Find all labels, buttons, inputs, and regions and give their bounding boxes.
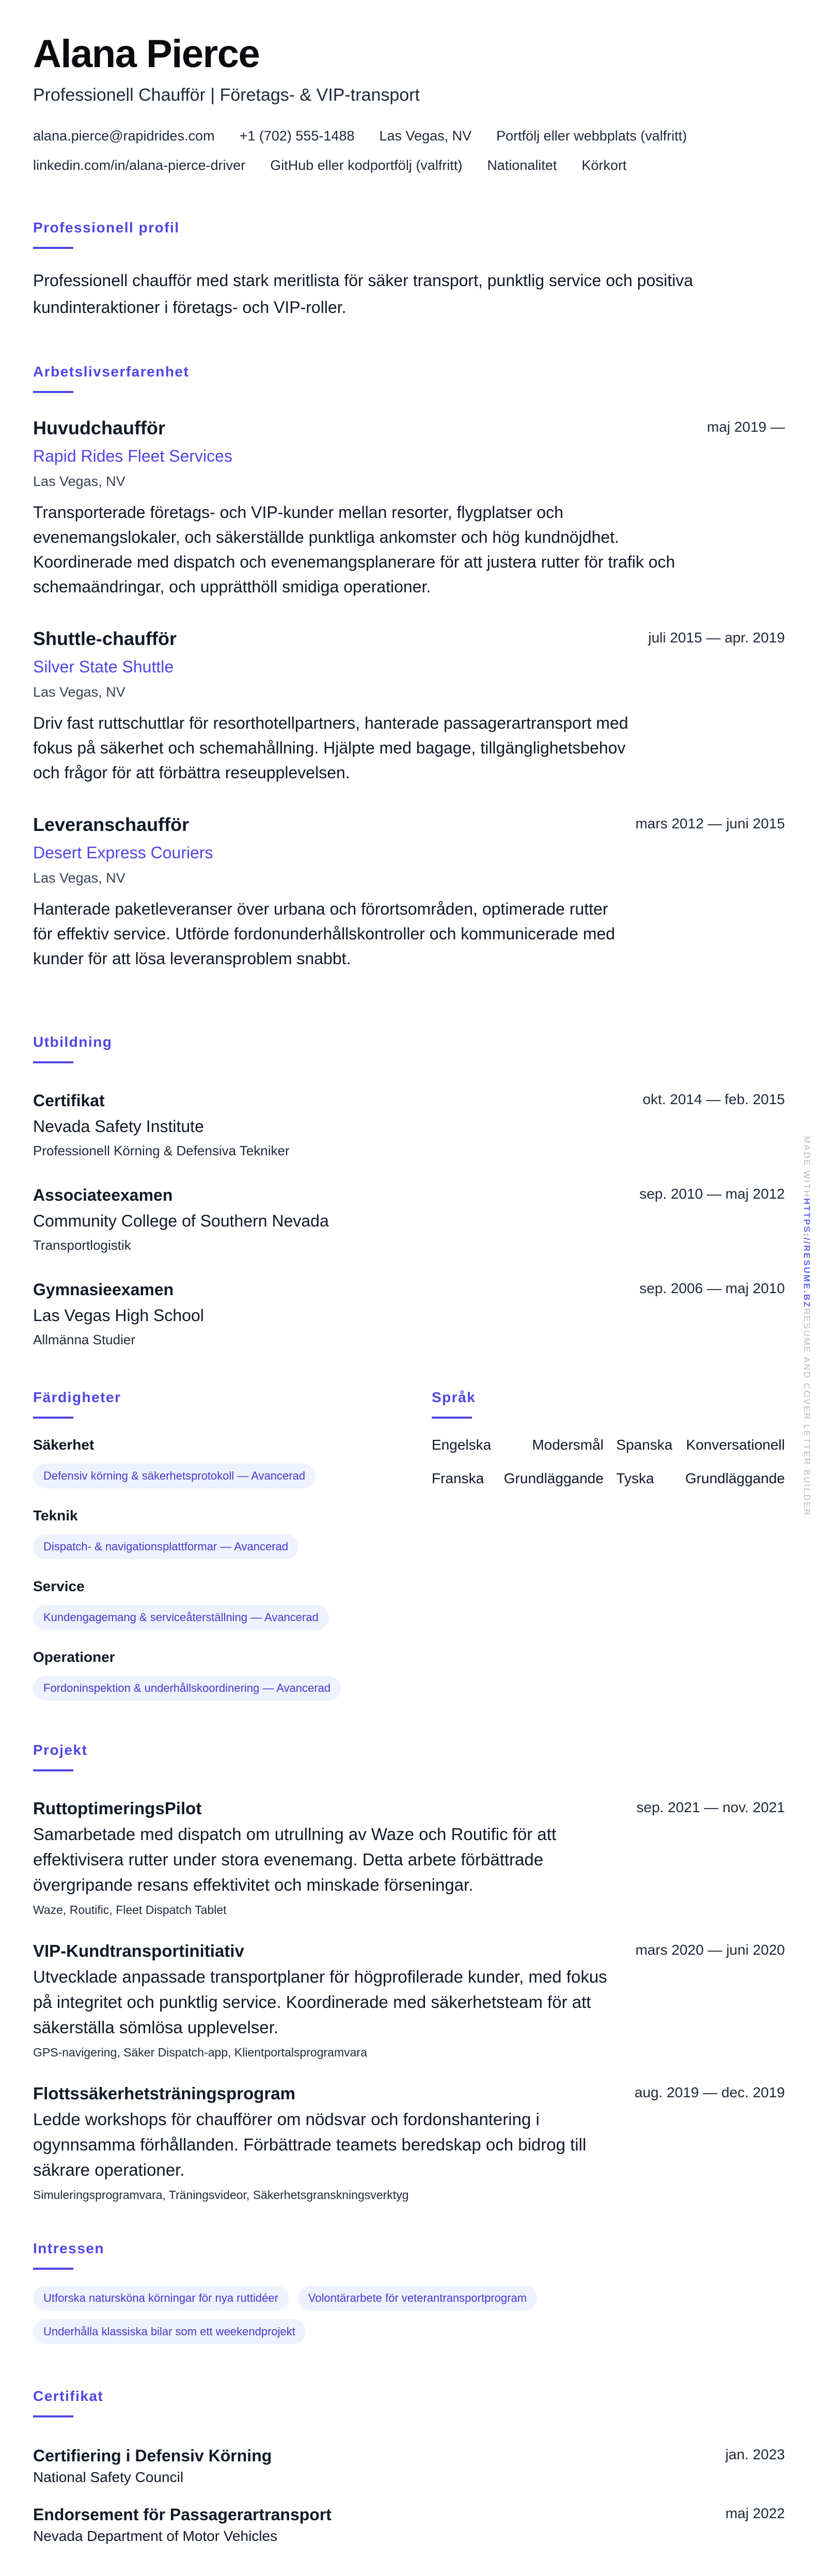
- contact-portfolio[interactable]: Portfölj eller webbplats (valfritt): [496, 128, 687, 144]
- contact-list: [33, 124, 785, 177]
- experience-section: [33, 362, 785, 971]
- interest-chip: Underhålla klassiska bilar som ett weekendprojekt: [33, 2319, 306, 2344]
- language-list: [432, 1435, 785, 1489]
- section-underline: [33, 1769, 73, 1771]
- watermark-prefix: MADE WITH: [802, 1136, 812, 1198]
- job-location: Las Vegas, NV: [33, 870, 125, 886]
- job-entry: [33, 813, 785, 971]
- watermark-link[interactable]: HTTPS://RESUME.BZ: [802, 1198, 812, 1309]
- contact-license: Körkort: [581, 158, 627, 173]
- institution: Community College of Southern Nevada: [33, 1212, 329, 1230]
- job-company: Silver State Shuttle: [33, 657, 174, 676]
- project-entry: [33, 2082, 785, 2204]
- skill-chip: Fordoninspektion & underhållskoordinering — Avancerad: [33, 1676, 341, 1701]
- language-name: Engelska: [432, 1437, 492, 1453]
- field-of-study: Transportlogistik: [33, 1237, 131, 1253]
- section-heading: Språk: [432, 1389, 476, 1405]
- degree: Associateexamen: [33, 1186, 173, 1204]
- interest-chip: Utforska natursköna körningar för nya ruttidéer: [33, 2286, 289, 2311]
- language-level: Modersmål: [532, 1437, 604, 1453]
- job-location: Las Vegas, NV: [33, 684, 125, 700]
- contact-linkedin[interactable]: linkedin.com/in/alana-pierce-driver: [33, 158, 246, 173]
- section-heading: Intressen: [33, 2240, 104, 2256]
- skill-group-label: Operationer: [33, 1649, 115, 1665]
- candidate-headline: Professionell Chaufför | Företags- & VIP-transport: [33, 85, 420, 105]
- interest-chip: Volontärarbete för veterantransportprogram: [298, 2286, 537, 2311]
- job-description: Driv fast ruttschuttlar för resorthotellpartners, hanterade passagerartransport med fokus på säkerhet och schemahållning. Hjälpte med bagage, tillgänglighetsbehov och frågor för att förbättra reseupplevelsen.: [33, 714, 628, 782]
- language-name: Franska: [432, 1470, 484, 1486]
- contact-email[interactable]: alana.pierce@rapidrides.com: [33, 128, 215, 144]
- skill-group-label: Teknik: [33, 1507, 78, 1523]
- skill-chip: Defensiv körning & säkerhetsprotokoll — Avancerad: [33, 1464, 316, 1488]
- job-title: Shuttle-chaufför: [33, 628, 177, 649]
- language-level: Konversationell: [686, 1437, 785, 1453]
- skill-group-label: Säkerhet: [33, 1437, 94, 1453]
- certification-title: Certifiering i Defensiv Körning: [33, 2446, 272, 2465]
- certification-date: maj 2022: [725, 2505, 785, 2521]
- watermark-suffix: RESUME AND COVER LETTER BUILDER: [802, 1308, 812, 1517]
- language-level: Grundläggande: [503, 1470, 604, 1486]
- project-title: Flottssäkerhetsträningsprogram: [33, 2084, 295, 2103]
- builder-watermark: [801, 1136, 812, 1517]
- profile-summary: Professionell chaufför med stark meritlista för säker transport, punktlig service och positiva kundinteraktioner i företags- och VIP-roller.: [33, 271, 693, 317]
- project-title: RuttoptimeringsPilot: [33, 1799, 202, 1818]
- job-date: maj 2019 —: [707, 419, 785, 435]
- education-date: sep. 2010 — maj 2012: [639, 1186, 785, 1202]
- section-underline: [33, 1061, 73, 1063]
- field-of-study: Allmänna Studier: [33, 1332, 135, 1347]
- project-entry: [33, 1940, 785, 2062]
- education-date: sep. 2006 — maj 2010: [639, 1280, 785, 1296]
- profile-section: [33, 217, 785, 321]
- language-name: Spanska: [616, 1437, 673, 1453]
- interests-section: [33, 2238, 785, 2344]
- certification-title: Endorsement för Passagerartransport: [33, 2505, 332, 2524]
- certification-entry: [33, 2444, 785, 2488]
- skill-chip: Dispatch- & navigationsplattformar — Avancerad: [33, 1534, 298, 1559]
- contact-github[interactable]: GitHub eller kodportfölj (valfritt): [270, 158, 463, 173]
- education-entry: [33, 1089, 785, 1161]
- job-location: Las Vegas, NV: [33, 474, 125, 489]
- section-underline: [432, 1417, 472, 1419]
- section-heading: Certifikat: [33, 2388, 104, 2404]
- project-tech: GPS-navigering, Säker Dispatch-app, Klientportalsprogramvara: [33, 2046, 367, 2059]
- job-entry: [33, 627, 785, 785]
- institution: Nevada Safety Institute: [33, 1117, 204, 1136]
- section-underline: [33, 391, 73, 393]
- section-heading: Utbildning: [33, 1034, 113, 1050]
- project-description: Ledde workshops för chaufförer om nödsvar och fordonshantering i ogynnsamma förhållanden. Förbättrade teamets beredskap och bidrog till säkrare operationer.: [33, 2110, 587, 2179]
- section-underline: [33, 2268, 73, 2270]
- job-title: Leveranschaufför: [33, 814, 190, 835]
- section-underline: [33, 1417, 73, 1419]
- job-company: Desert Express Couriers: [33, 843, 213, 862]
- section-heading: Projekt: [33, 1742, 88, 1758]
- job-description: Hanterade paketleveranser över urbana och förortsområden, optimerade rutter för effektiv service. Utförde fordonunderhållskontroller och kommunicerade med kunder för att lösa leveransproblem snabbt.: [33, 900, 616, 968]
- languages-section: [432, 1387, 785, 1489]
- language-level: Grundläggande: [685, 1470, 785, 1486]
- skill-chip: Kundengagemang & serviceåterställning — Avancerad: [33, 1605, 329, 1630]
- section-heading: Arbetslivserfarenhet: [33, 364, 190, 380]
- degree: Gymnasieexamen: [33, 1280, 174, 1299]
- job-entry: [33, 417, 785, 599]
- institution: Las Vegas High School: [33, 1306, 204, 1325]
- education-section: [33, 1032, 785, 1350]
- job-title: Huvudchaufför: [33, 417, 165, 438]
- field-of-study: Professionell Körning & Defensiva Tekniker: [33, 1143, 290, 1158]
- project-tech: Waze, Routific, Fleet Dispatch Tablet: [33, 1903, 227, 1917]
- project-title: VIP-Kundtransportinitiativ: [33, 1941, 244, 1960]
- resume-header: [33, 31, 785, 177]
- skill-group-label: Service: [33, 1578, 85, 1594]
- education-date: okt. 2014 — feb. 2015: [642, 1091, 785, 1107]
- contact-nationality: Nationalitet: [487, 158, 557, 173]
- skills-section: [33, 1387, 415, 1701]
- candidate-name: Alana Pierce: [33, 32, 260, 76]
- project-entry: [33, 1797, 785, 1919]
- section-heading: Färdigheter: [33, 1389, 121, 1405]
- certifications-section: [33, 2386, 785, 2547]
- job-description: Transporterade företags- och VIP-kunder mellan resorter, flygplatser och evenemangslokaler, och säkerställde punktliga ankomster och hög kundnöjdhet. Koordinerade med dispatch och evenemangsplanerare för att justera rutter för trafik och schemaändringar, och upprätthöll smidiga operationer.: [33, 503, 675, 596]
- project-date: mars 2020 — juni 2020: [635, 1942, 785, 1958]
- education-entry: [33, 1184, 785, 1255]
- contact-location: Las Vegas, NV: [379, 128, 472, 144]
- project-description: Samarbetade med dispatch om utrullning av Waze och Routific för att effektivisera rutter under stora evenemang. Detta arbete förbättrade övergripande resans effektivitet och minskade förseningar.: [33, 1825, 557, 1894]
- project-tech: Simuleringsprogramvara, Träningsvideor, Säkerhetsgranskningsverktyg: [33, 2188, 409, 2202]
- project-date: aug. 2019 — dec. 2019: [634, 2084, 785, 2100]
- language-name: Tyska: [616, 1470, 654, 1486]
- contact-phone[interactable]: +1 (702) 555-1488: [239, 128, 355, 144]
- certification-issuer: Nevada Department of Motor Vehicles: [33, 2528, 278, 2544]
- section-heading: Professionell profil: [33, 219, 180, 235]
- project-date: sep. 2021 — nov. 2021: [636, 1799, 785, 1815]
- certification-date: jan. 2023: [725, 2446, 785, 2462]
- job-date: juli 2015 — apr. 2019: [648, 630, 785, 646]
- certification-entry: [33, 2503, 785, 2547]
- interest-list: [33, 2286, 653, 2344]
- section-underline: [33, 247, 73, 249]
- project-description: Utvecklade anpassade transportplaner för högprofilerade kunder, med fokus på integritet och punktlig service. Koordinerade med säkerhetsteam för att säkerställa sömlösa upplevelser.: [33, 1967, 607, 2037]
- degree: Certifikat: [33, 1091, 105, 1110]
- projects-section: [33, 1740, 785, 2204]
- education-entry: [33, 1278, 785, 1350]
- section-underline: [33, 2415, 73, 2417]
- certification-issuer: National Safety Council: [33, 2469, 184, 2485]
- job-date: mars 2012 — juni 2015: [635, 815, 785, 831]
- job-company: Rapid Rides Fleet Services: [33, 447, 232, 465]
